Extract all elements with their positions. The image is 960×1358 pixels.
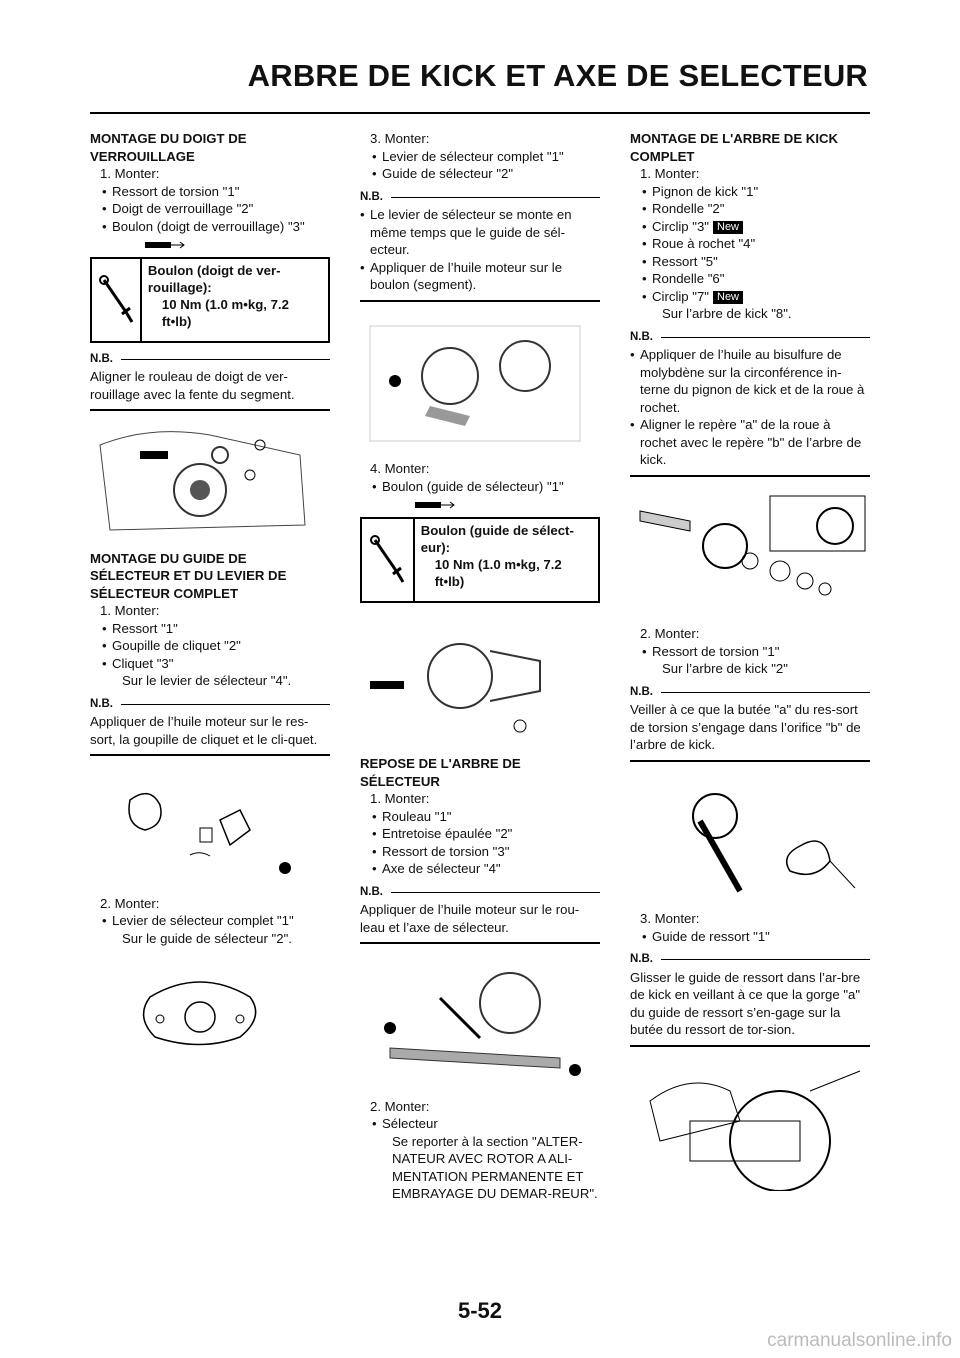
- list-item: • Doigt de verrouillage "2": [90, 200, 330, 218]
- torque-box: [360, 517, 600, 603]
- list-item: • Ressort de torsion "1": [90, 183, 330, 201]
- nb-label: N.B.: [90, 351, 330, 369]
- note-item: • Aligner le repère "a" de la roue à rochet avec le repère "b" de l’arbre de kick.: [630, 416, 870, 469]
- step: 2. Monter:: [100, 895, 160, 911]
- new-badge: New: [713, 291, 743, 304]
- selector-guide-figure: [360, 316, 590, 446]
- section-heading: MONTAGE DU GUIDE DE SÉLECTEUR ET DU LEVIER DE SÉLECTEUR COMPLET: [90, 550, 287, 601]
- note-rule: [630, 475, 870, 477]
- list-item: • Circlip "7" New: [630, 288, 870, 306]
- note-rule: [90, 409, 330, 411]
- loctite-symbol-row: [90, 235, 330, 253]
- threadlock-icon: [144, 239, 186, 251]
- section-heading: MONTAGE DE L'ARBRE DE KICK COMPLET: [630, 131, 839, 164]
- list-item: • Ressort "5": [630, 253, 870, 271]
- note-rule: [360, 942, 600, 944]
- nb-label: N.B.: [630, 329, 870, 347]
- nb-label: N.B.: [90, 696, 330, 714]
- selector-bolt-figure: [360, 621, 590, 741]
- spring-guide-figure: [630, 1061, 870, 1191]
- list-item: • Circlip "3" New: [630, 218, 870, 236]
- torsion-spring-figure: [630, 776, 870, 896]
- note-item: • Appliquer de l’huile au bisulfure de molybdène sur la circonférence in-terne du pignon de kick et de la roue à rochet.: [630, 346, 870, 416]
- list-item: • Goupille de cliquet "2": [90, 637, 330, 655]
- torque-value: 10 Nm (1.0 m•kg, 7.2 ft•lb): [161, 296, 289, 329]
- watermark: carmanualsonline.info: [767, 1330, 952, 1351]
- list-item-continuation: Se reporter à la section "ALTER-NATEUR AVEC ROTOR A ALI-MENTATION PERMANENTE ET EMBRAYAGE DU DEMAR-REUR".: [392, 1133, 598, 1201]
- list-item: • Levier de sélecteur complet "1": [360, 148, 600, 166]
- loctite-symbol-row: [360, 495, 600, 513]
- nb-label: N.B.: [360, 189, 600, 207]
- section-heading: REPOSE DE L'ARBRE DE SÉLECTEUR: [360, 756, 521, 789]
- note-text: Glisser le guide de ressort dans l’ar-bre de kick en veillant à ce que la gorge "a" du guide de ressort s’en-gage sur la butée du ressort de tor-sion.: [630, 969, 861, 1037]
- list-item: • Pignon de kick "1": [630, 183, 870, 201]
- nb-label: N.B.: [630, 951, 870, 969]
- nb-label: N.B.: [630, 684, 870, 702]
- list-item: • Boulon (guide de sélecteur) "1": [360, 478, 600, 496]
- list-item: • Sélecteur: [360, 1115, 600, 1133]
- column-1: [90, 130, 330, 1082]
- wrench-icon: [92, 259, 142, 341]
- list-item: • Axe de sélecteur "4": [360, 860, 600, 878]
- wrench-icon: [362, 519, 415, 601]
- list-item: • Rondelle "2": [630, 200, 870, 218]
- note-rule: [360, 300, 600, 302]
- list-item: • Levier de sélecteur complet "1": [90, 912, 330, 930]
- kick-shaft-exploded-figure: [630, 491, 870, 611]
- title-rule: [90, 112, 870, 114]
- note-text: Veiller à ce que la butée "a" du res-sort de torsion s’engage dans l’orifice "b" de l’arbre de kick.: [630, 702, 861, 752]
- nb-label: N.B.: [360, 884, 600, 902]
- step: 1. Monter:: [100, 603, 160, 618]
- column-2: [360, 130, 600, 1203]
- note-text: Appliquer de l’huile moteur sur le res-sort, la goupille de cliquet et le cli-quet.: [90, 714, 318, 747]
- note-text: Appliquer de l’huile moteur sur le rou-leau et l’axe de sélecteur.: [360, 902, 580, 935]
- list-item: • Cliquet "3": [90, 655, 330, 673]
- list-item: • Rondelle "6": [630, 270, 870, 288]
- threadlock-icon: [414, 499, 456, 511]
- section-heading: MONTAGE DU DOIGT DE VERROUILLAGE: [90, 131, 247, 164]
- list-item: • Roue à rochet "4": [630, 235, 870, 253]
- torque-label: Boulon (doigt de ver-rouillage):: [147, 262, 281, 295]
- list-item: • Guide de ressort "1": [630, 928, 870, 946]
- list-item: • Ressort "1": [90, 620, 330, 638]
- torque-label: Boulon (guide de sélect-eur):: [420, 522, 574, 555]
- page-title: ARBRE DE KICK ET AXE DE SELECTEUR: [247, 58, 868, 93]
- list-item: • Rouleau "1": [360, 808, 600, 826]
- list-item: • Entretoise épaulée "2": [360, 825, 600, 843]
- note-rule: [630, 760, 870, 762]
- finger-figure: [90, 425, 310, 535]
- note-text: Aligner le rouleau de doigt de ver-rouillage avec la fente du segment.: [90, 369, 295, 402]
- note-rule: [90, 754, 330, 756]
- list-item: • Ressort de torsion "1": [630, 643, 870, 661]
- step: 2. Monter:: [370, 1098, 430, 1114]
- ratchet-figure: [90, 770, 310, 880]
- shift-shaft-figure: [360, 958, 590, 1083]
- list-item: • Boulon (doigt de verrouillage) "3": [90, 218, 330, 236]
- column-3: [630, 130, 870, 1205]
- new-badge: New: [713, 221, 743, 234]
- list-item-continuation: Sur l’arbre de kick "8".: [662, 306, 792, 321]
- step: 2. Monter:: [640, 626, 700, 641]
- list-item: • Guide de sélecteur "2": [360, 165, 600, 183]
- list-item: • Ressort de torsion "3": [360, 843, 600, 861]
- step: 3. Monter:: [370, 131, 430, 146]
- list-item-continuation: Sur le guide de sélecteur "2".: [122, 930, 292, 946]
- torque-value: 10 Nm (1.0 m•kg, 7.2 ft•lb): [434, 556, 562, 589]
- step: 1. Monter:: [370, 791, 430, 806]
- torque-box: [90, 257, 330, 343]
- note-rule: [630, 1045, 870, 1047]
- list-item-continuation: Sur le levier de sélecteur "4".: [122, 673, 292, 688]
- step: 3. Monter:: [640, 911, 700, 926]
- list-item-continuation: Sur l’arbre de kick "2": [662, 661, 788, 676]
- note-item: • Le levier de sélecteur se monte en même temps que le guide de sél-ecteur.: [360, 206, 600, 259]
- step: 4. Monter:: [370, 461, 430, 476]
- step: 1. Monter:: [100, 166, 160, 181]
- note-item: • Appliquer de l’huile moteur sur le boulon (segment).: [360, 259, 600, 294]
- step: 1. Monter:: [640, 166, 700, 181]
- page-number: 5-52: [457, 1298, 503, 1323]
- lever-figure: [90, 957, 310, 1067]
